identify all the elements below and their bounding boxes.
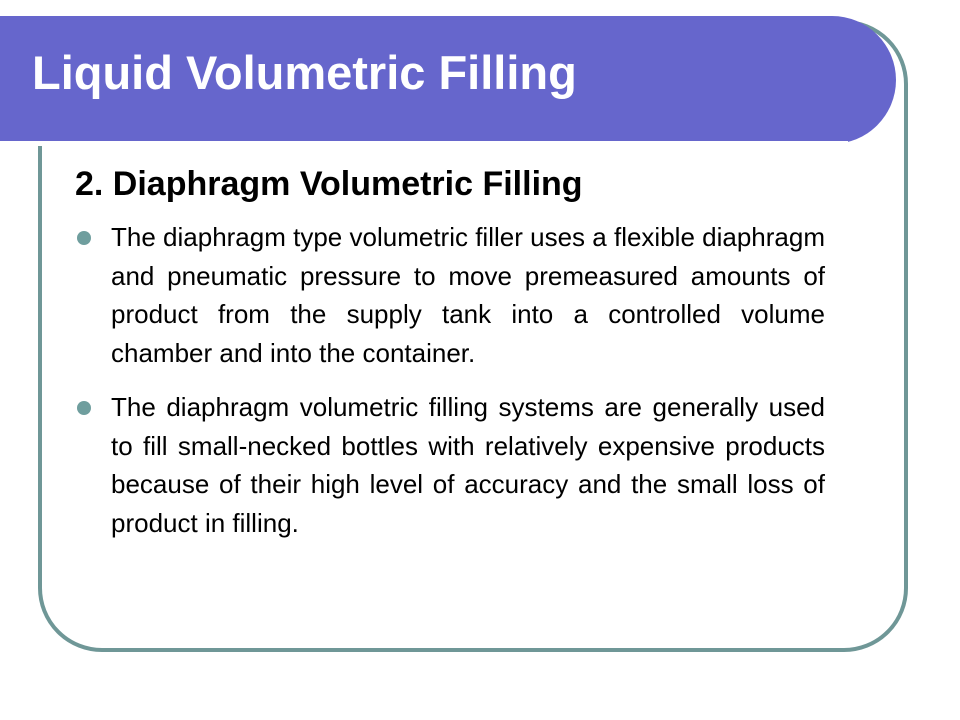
bullet-item — [75, 218, 825, 372]
slide-title: Liquid Volumetric Filling — [32, 46, 577, 99]
bullet-dot-icon — [77, 231, 91, 245]
bullet-list — [75, 218, 825, 558]
bullet-text: The diaphragm volumetric filling systems are generally used to fill small-necked bottles with relatively expensive products because of their high level of accuracy and the small loss of product in filling. — [111, 392, 825, 538]
bullet-item — [75, 388, 825, 542]
bullet-dot-icon — [77, 401, 91, 415]
section-heading: 2. Diaphragm Volumetric Filling — [75, 165, 583, 203]
title-underline — [0, 141, 848, 146]
bullet-text: The diaphragm type volumetric filler uses a flexible diaphragm and pneumatic pressure to move premeasured amounts of product from the supply tank into a controlled volume chamber and into the container. — [111, 222, 825, 368]
